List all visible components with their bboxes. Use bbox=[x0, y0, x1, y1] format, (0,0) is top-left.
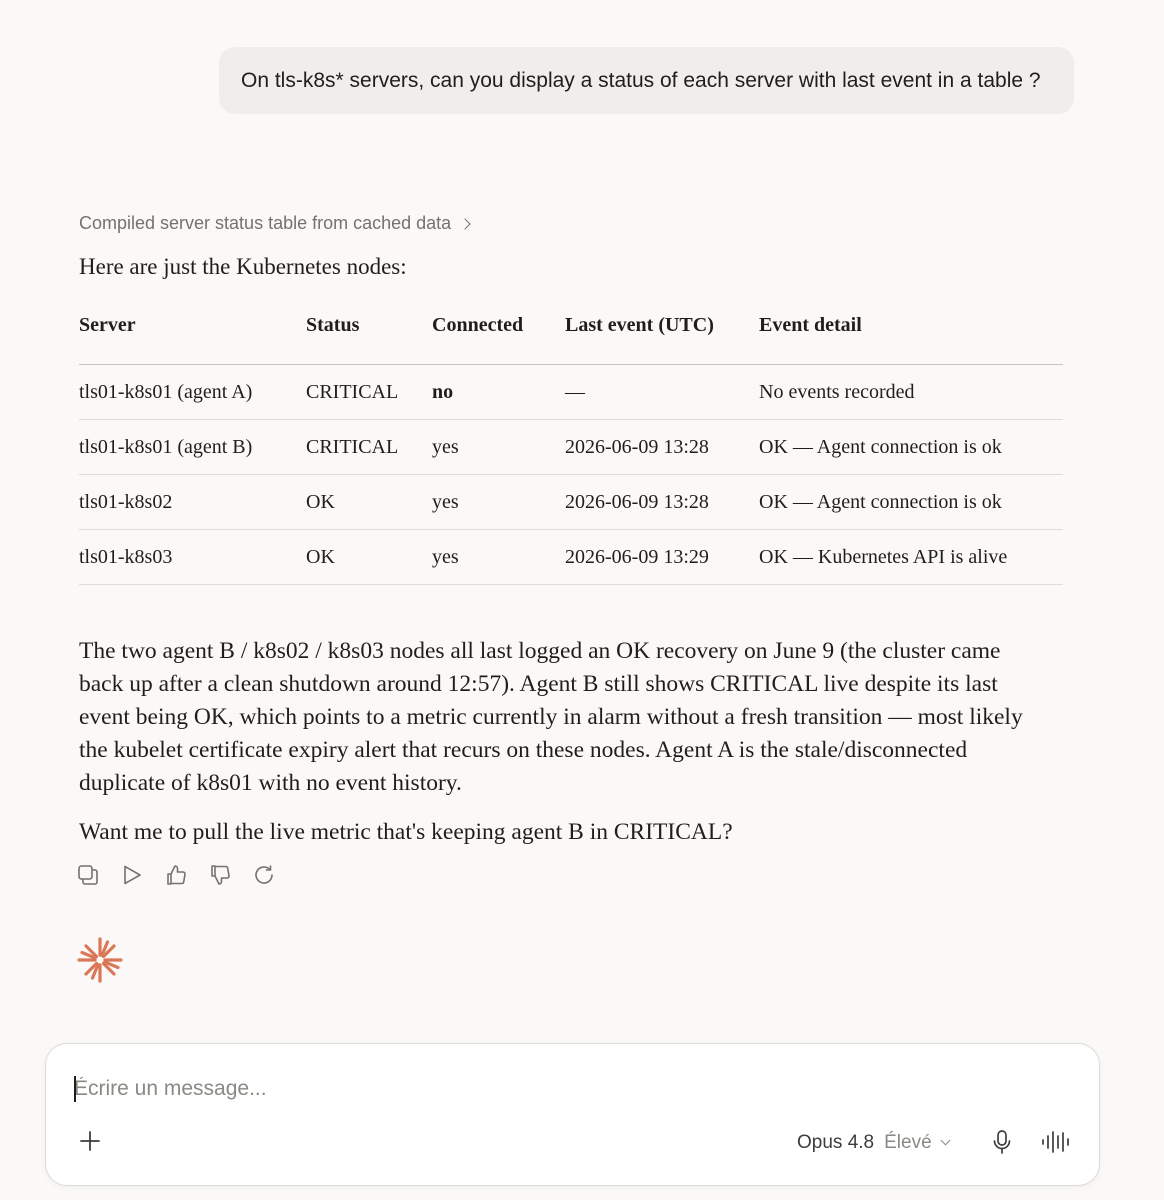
thumbs-down-icon[interactable] bbox=[209, 863, 231, 887]
cell-event-detail: OK — Agent connection is ok bbox=[759, 420, 1063, 475]
cell-status: OK bbox=[306, 530, 432, 585]
assistant-message bbox=[79, 208, 1069, 849]
column-header-server: Server bbox=[79, 306, 306, 365]
response-paragraph: The two agent B / k8s02 / k8s03 nodes all last logged an OK recovery on June 9 (the cluster came back up after a clean shutdown around 12:57). Agent B still shows CRITICAL live despite its last event being OK, which points to a metric currently in alarm without a fresh transition — most likely the kubelet certificate expiry alert that recurs on these nodes. Agent A is the stale/disconnected duplicate of k8s01 with no event history. bbox=[79, 638, 1023, 796]
microphone-button[interactable] bbox=[991, 1129, 1013, 1155]
cell-event-detail: OK — Agent connection is ok bbox=[759, 475, 1063, 530]
chevron-down-icon bbox=[940, 1136, 950, 1146]
server-status-table bbox=[79, 306, 1063, 585]
table-row bbox=[79, 530, 1063, 585]
microphone-icon bbox=[991, 1129, 1013, 1155]
cell-server: tls01-k8s02 bbox=[79, 475, 306, 530]
cell-connected: yes bbox=[432, 530, 565, 585]
assistant-spark-icon bbox=[77, 937, 123, 983]
retry-icon[interactable] bbox=[253, 863, 275, 887]
thumbs-up-icon[interactable] bbox=[165, 863, 187, 887]
cell-last-event: 2026-06-09 13:28 bbox=[565, 420, 759, 475]
column-header-event-detail: Event detail bbox=[759, 306, 1063, 365]
cell-server: tls01-k8s01 (agent A) bbox=[79, 365, 306, 420]
waveform-icon bbox=[1041, 1130, 1071, 1154]
table-row bbox=[79, 420, 1063, 475]
cell-connected: no bbox=[432, 365, 565, 420]
plus-icon bbox=[78, 1129, 102, 1153]
add-attachment-button[interactable] bbox=[78, 1129, 102, 1153]
model-selector[interactable] bbox=[797, 1128, 949, 1158]
cell-server: tls01-k8s01 (agent B) bbox=[79, 420, 306, 475]
cell-last-event: 2026-06-09 13:28 bbox=[565, 475, 759, 530]
cell-last-event: 2026-06-09 13:29 bbox=[565, 530, 759, 585]
column-header-connected: Connected bbox=[432, 306, 565, 365]
play-icon[interactable] bbox=[121, 863, 143, 887]
table-row bbox=[79, 475, 1063, 530]
thinking-summary-label: Compiled server status table from cached data bbox=[79, 212, 452, 233]
copy-icon[interactable] bbox=[77, 863, 99, 887]
cell-connected: yes bbox=[432, 475, 565, 530]
message-composer bbox=[45, 1043, 1100, 1186]
cell-connected: yes bbox=[432, 420, 565, 475]
thinking-summary-toggle[interactable] bbox=[79, 208, 469, 238]
chevron-right-icon bbox=[460, 218, 471, 229]
cell-status: CRITICAL bbox=[306, 420, 432, 475]
column-header-status: Status bbox=[306, 306, 432, 365]
cell-server: tls01-k8s03 bbox=[79, 530, 306, 585]
message-input[interactable] bbox=[74, 1072, 1054, 1106]
cell-status: OK bbox=[306, 475, 432, 530]
user-message-text: On tls-k8s* servers, can you display a status of each server with last event in a table ? bbox=[241, 69, 1041, 92]
cell-event-detail: No events recorded bbox=[759, 365, 1063, 420]
cell-event-detail: OK — Kubernetes API is alive bbox=[759, 530, 1063, 585]
message-actions bbox=[77, 863, 275, 887]
user-message-bubble bbox=[219, 47, 1074, 114]
model-effort: Élevé bbox=[884, 1132, 932, 1153]
table-header-row bbox=[79, 306, 1063, 365]
cell-last-event: — bbox=[565, 365, 759, 420]
column-header-last-event: Last event (UTC) bbox=[565, 306, 759, 365]
cell-status: CRITICAL bbox=[306, 365, 432, 420]
text-caret bbox=[74, 1076, 76, 1102]
intro-text: Here are just the Kubernetes nodes: bbox=[79, 254, 407, 279]
voice-mode-button[interactable] bbox=[1041, 1130, 1071, 1154]
model-name: Opus 4.8 bbox=[797, 1132, 875, 1153]
table-row bbox=[79, 365, 1063, 420]
follow-up-question: Want me to pull the live metric that's keeping agent B in CRITICAL? bbox=[79, 819, 733, 845]
